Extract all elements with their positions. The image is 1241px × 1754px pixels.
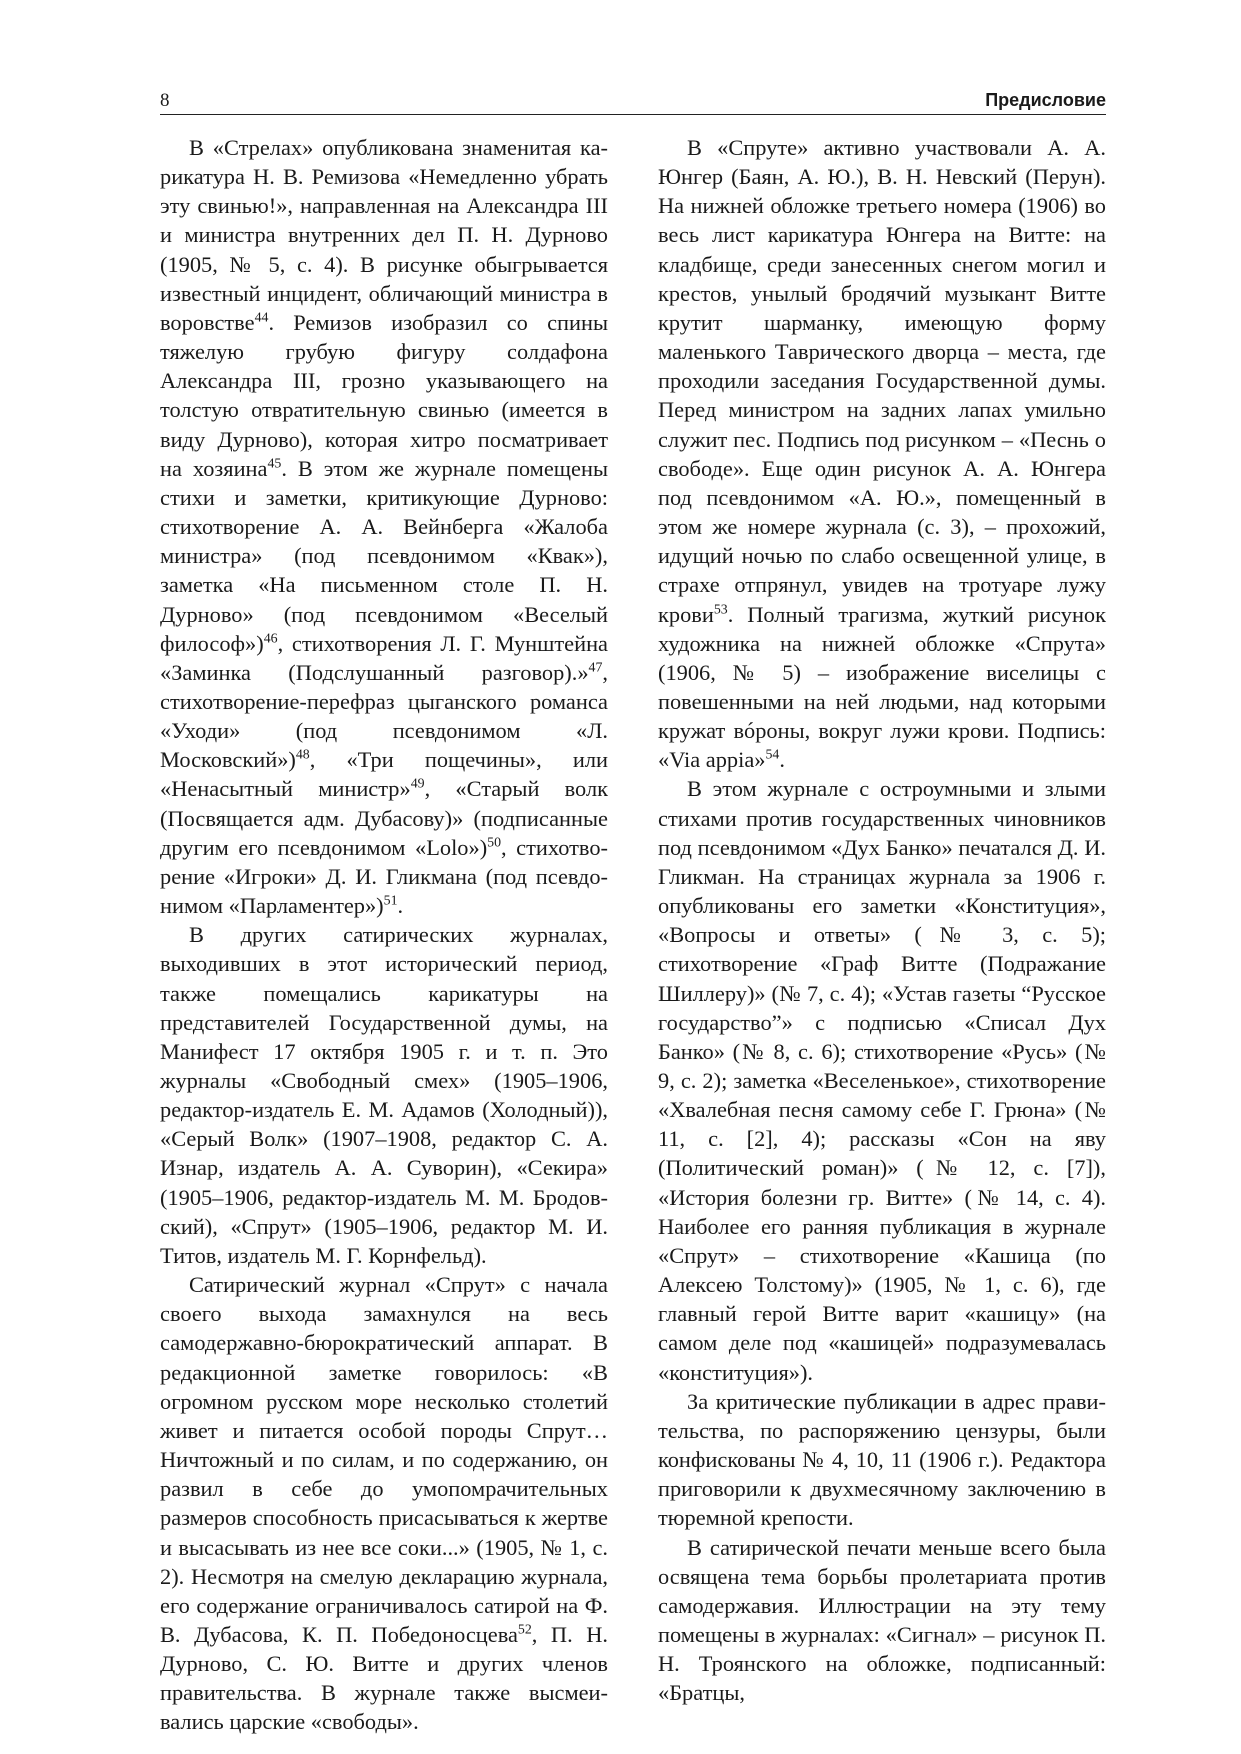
left-column <box>160 133 608 1737</box>
footnote-ref: 54 <box>765 747 780 763</box>
footnote-ref: 50 <box>487 835 502 851</box>
paragraph-strely: В «Стрелах» опубликована знаменитая карикатура Н. В. Ремизова «Немедленно убрать эту свинью!», направленная на Александра III и министра внутренних дел П. Н. Дурново (1905, № 5, с. 4). В рисунке обыгрывается известный инцидент, обличающий министра в воровстве$^{44}$. Ремизов изобразил со спины тяжелую грубую фигуру солдафона Александра III, грозно указывающего на толстую отвратительную свинью (имеется в виду Дурново), которая хитро посматривает на хозяина$^{45}$. В этом же журнале помещены стихи и заметки, критикующие Дурново: стихотворение А. А. Вейнберга «Жалоба министра» (под псевдонимом «Квак»), заметка «На письменном столе П. Н. Дурново» (под псевдонимом «Веселый философ»)$^{46}$, стихотворения Л. Г. Мунштейна «Заминка (Подслушанный разговор).»$^{47}$, стихотворение-перефраз цыганского романса «Уходи» (под псевдонимом «Л. Московский»)$^{48}$, «Три пощечины», или «Ненасытный министр»$^{49}$, «Старый волк (Посвящается адм. Дубасову)» (подписанные другим его псевдонимом «Lolo»)$^{50}$, стихотворение «Игроки» Д. И. Гликмана (под псевдонимом «Парламентер»)$^{51}$. <box>160 135 608 919</box>
paragraph-sprut-artists: В «Спруте» активно участвовали А. А. Юнгер (Баян, А. Ю.), В. Н. Невский (Перун). На нижней обложке третьего номера (1906) во весь лист карикатура Юнгера на Витте: на кладбище, среди занесенных снегом могил и крестов, унылый бродячий музыкант Витте крутит шарманку, имеющую форму маленького Таврического дворца – места, где проходили заседания Государственной думы. Перед министром на задних лапах умильно служит пес. Подпись под рисунком – «Песнь о свободе». Еще один рисунок А. А. Юнгера под псевдонимом «А. Ю.», помещенный в этом же номере журнала (с. 3), – прохожий, идущий ночью по слабо освещенной улице, в страхе отпрянул, увидев на тротуаре лужу крови$^{53}$. Полный трагизма, жуткий рисунок художника на нижней обложке «Спрута» (1906, № 5) – изображение виселицы с повешенными на ней людьми, над которыми кружат вóроны, вокруг лужи крови. Подпись: «Via appia»$^{54}$. <box>658 135 1106 773</box>
footnote-ref: 47 <box>588 660 603 676</box>
footnote-ref: 53 <box>713 602 728 618</box>
running-title: Предисловие <box>985 90 1106 110</box>
footnote-ref: 46 <box>263 631 278 647</box>
paragraph-other-journals: В других сатирических журналах, выходивших в этот исторический период, также помещались карикатуры на представителей Государственной думы, на Манифест 17 октября 1905 г. и т. п. Это журналы «Свободный смех» (1905–1906, редактор-издатель Е. М. Адамов (Холодный)), «Серый Волк» (1907–1908, редактор С. А. Изнар, издатель А. А. Суворин), «Секира» (1905–1906, редактор-издатель М. М. Бродовский), «Спрут» (1905–1906, редактор М. И. Титов, издатель М. Г. Корнфельд). <box>160 922 608 1268</box>
right-column <box>658 133 1106 1707</box>
footnote-ref: 45 <box>267 456 282 472</box>
page-number: 8 <box>160 90 170 111</box>
footnote-ref: 51 <box>383 893 398 909</box>
paragraph-censorship: За критические публикации в адрес правительства, по распоряжению цензуры, были конфискованы № 4, 10, 11 (1906 г.). Редактора приговорили к двухмесячному заключению в тюремной крепости. <box>658 1388 1106 1531</box>
paragraph-sprut-intro: Сатирический журнал «Спрут» с начала своего выхода замахнулся на весь самодержавно-бюрократический аппарат. В редакционной заметке говорилось: «В огромном русском море несколько столетий живет и питается особой породы Спрут… Ничтожный и по силам, и по содержанию, он развил в себе до умопомрачительных размеров способность присасываться к жертве и высасывать из нее все соки...» (1905, № 1, с. 2). Несмотря на смелую декларацию журнала, его содержание ограничивалось сатирой на Ф. В. Дубасова, К. П. Победоносцева$^{52}$, П. Н. Дурново, С. Ю. Витте и других членов правительства. В журнале также высмеивались царские «свободы». <box>160 1272 608 1735</box>
header-rule <box>160 114 1106 115</box>
footnote-ref: 44 <box>254 310 269 326</box>
footnote-ref: 48 <box>295 747 310 763</box>
paragraph-glikman: В этом журнале с остроумными и злыми стихами против государственных чиновников под псевдонимом «Дух Банко» печатался Д. И. Гликман. На страницах журнала за 1906 г. опубликованы его заметки «Конституция», «Вопросы и ответы» (№ 3, с. 5); стихотворение «Граф Витте (Подражание Шиллеру)» (№ 7, с. 4); «Устав газеты “Русское государство”» с подписью «Списал Дух Банко» (№ 8, с. 6); стихотворение «Русь» (№ 9, с. 2); заметка «Веселенькое», стихотворение «Хвалебная песня самому себе Г. Грюна» (№ 11, с. [2], 4); рассказы «Сон на яву (Политический роман)» (№ 12, с. [7]), «История болезни гр. Витте» (№ 14, с. 4). Наиболее его ранняя публикация в журнале «Спрут» – стихотворение «Кашица (по Алексею Толстому)» (1905, № 1, с. 6), где главный герой Витте варит «кашицу» (на самом деле под «кашицей» подразумевалась «конституция»). <box>658 776 1106 1385</box>
footnote-ref: 52 <box>517 1622 532 1638</box>
footnote-ref: 49 <box>410 776 425 792</box>
page-header <box>160 84 1106 114</box>
paragraph-proletariat: В сатирической печати меньше всего была освящена тема борьбы пролетариата против самодержавия. Иллюстрации на эту тему помещены в журналах: «Сигнал» – рисунок П. Н. Троянского на обложке, подписанный: «Братцы, <box>658 1534 1106 1706</box>
